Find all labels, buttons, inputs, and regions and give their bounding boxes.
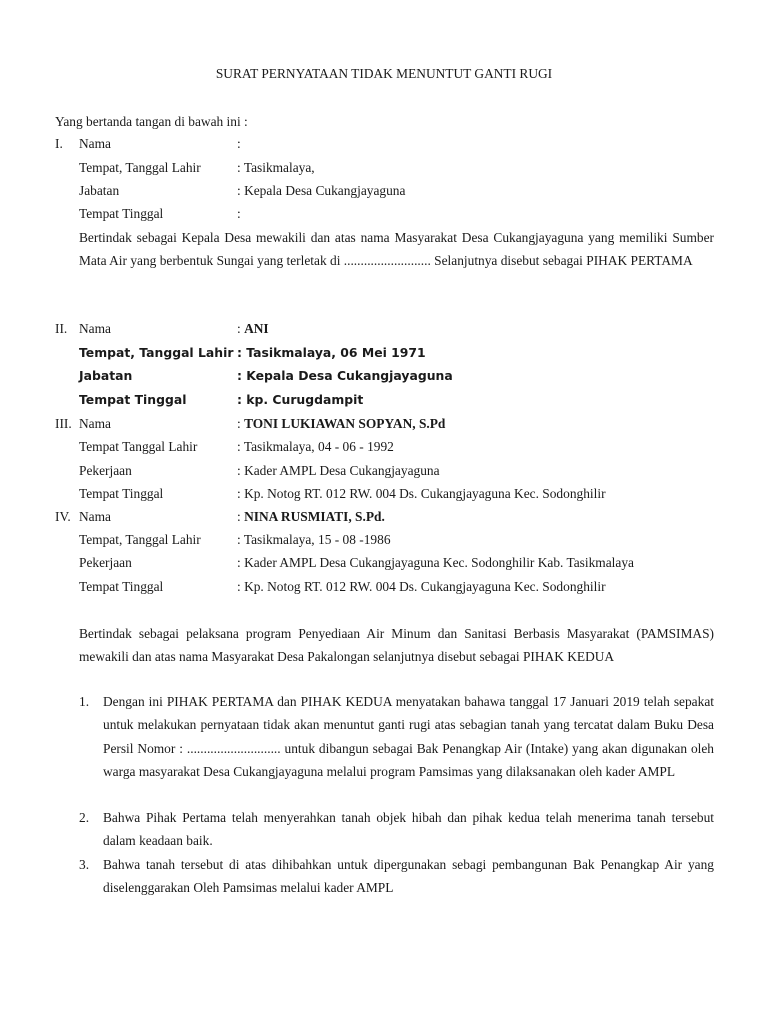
list-item-text: Bahwa tanah tersebut di atas dihibahkan untuk dipergunakan sebagi pembangunan Bak Penangkap Air yang diselenggarakan Oleh Pamsimas melalui kader AMPL <box>103 857 714 896</box>
party3-ttl-value: : Tasikmalaya, 04 - 06 - 1992 <box>237 439 394 454</box>
intro-text: Yang bertanda tangan di bawah ini : <box>55 114 248 129</box>
party1-jabatan-value: : Kepala Desa Cukangjayaguna <box>237 183 406 198</box>
party4-nama-name: NINA RUSMIATI, S.Pd. <box>244 509 385 524</box>
party3-number: III. <box>55 416 72 431</box>
party1-ttl-label: Tempat, Tanggal Lahir <box>79 160 201 175</box>
party3-nama-colon: : <box>237 416 245 431</box>
party1-jabatan-label: Jabatan <box>79 183 120 198</box>
party3-nama-name: TONI LUKIAWAN SOPYAN, S.Pd <box>244 416 446 431</box>
party1-tinggal-label: Tempat Tinggal <box>79 206 164 221</box>
party1-number: I. <box>55 136 63 151</box>
party2-nama-name: ANI <box>244 321 269 336</box>
document-title: SURAT PERNYATAAN TIDAK MENUNTUT GANTI RUGI <box>215 66 553 81</box>
party2-nama-colon: : <box>237 321 245 336</box>
party2-jabatan-label: Jabatan <box>79 368 133 383</box>
party4-number: IV. <box>55 509 71 524</box>
party4-ttl-label: Tempat, Tanggal Lahir <box>79 532 201 547</box>
party3-nama-value <box>237 414 445 434</box>
party4-pekerjaan-label: Pekerjaan <box>79 555 132 570</box>
party4-tinggal-label: Tempat Tinggal <box>79 579 164 594</box>
party1-statement: Bertindak sebagai Kepala Desa mewakili dan atas nama Masyarakat Desa Cukangjayaguna yang memiliki Sumber Mata Air yang berbentuk Sungai yang terletak di .......................... Selanjutnya disebut sebagai PIHAK PERTAMA <box>79 230 714 269</box>
list-item-text: Bahwa Pihak Pertama telah menyerahkan tanah objek hibah dan pihak kedua telah menerima tanah tersebut dalam keadaan baik. <box>103 810 714 849</box>
party4-pekerjaan-value: : Kader AMPL Desa Cukangjayaguna Kec. Sodonghilir Kab. Tasikmalaya <box>237 555 634 570</box>
party4-nama-colon: : <box>237 509 245 524</box>
party2-ttl-value: : Tasikmalaya, 06 Mei 1971 <box>237 345 426 360</box>
party1-ttl-value: : Tasikmalaya, <box>237 160 315 175</box>
party3-pekerjaan-value: : Kader AMPL Desa Cukangjayaguna <box>237 463 440 478</box>
party4-tinggal-value: : Kp. Notog RT. 012 RW. 004 Ds. Cukangjayaguna Kec. Sodonghilir <box>237 579 606 594</box>
party2-tinggal-value: : kp. Curugdampit <box>237 392 364 407</box>
party4-nama-label: Nama <box>79 509 111 524</box>
party3-nama-label: Nama <box>79 416 111 431</box>
party2-ttl-label: Tempat, Tanggal Lahir <box>79 345 234 360</box>
party2-nama-value <box>237 319 269 339</box>
party1-nama-label: Nama <box>79 136 111 151</box>
party3-tinggal-value: : Kp. Notog RT. 012 RW. 004 Ds. Cukangjayaguna Kec. Sodonghilir <box>237 486 606 501</box>
party3-ttl-label: Tempat Tanggal Lahir <box>79 439 198 454</box>
party2-jabatan-value: : Kepala Desa Cukangjayaguna <box>237 368 453 383</box>
party3-tinggal-label: Tempat Tinggal <box>79 486 164 501</box>
party4-ttl-value: : Tasikmalaya, 15 - 08 -1986 <box>237 532 391 547</box>
party4-nama-value <box>237 507 385 527</box>
list-item-number: 2. <box>79 810 90 825</box>
list-item-text: Dengan ini PIHAK PERTAMA dan PIHAK KEDUA menyatakan bahawa tanggal 17 Januari 2019 telah sepakat untuk melakukan pernyataan tidak akan menuntut ganti rugi atas sebagian tanah yang tercatat dalam Buku Desa Persil Nomor : ............................ untuk dibangun sebagai Bak Penangkap Air (Intake) yang akan digunakan oleh warga masyarakat Desa Cukangjayaguna melalui program Pamsimas yang dilaksanakan oleh kader AMPL <box>103 694 714 779</box>
party2-statement: Bertindak sebagai pelaksana program Penyediaan Air Minum dan Sanitasi Berbasis Masyarakat (PAMSIMAS) mewakili dan atas nama Masyarakat Desa Pakalongan selanjutnya disebut sebagai PIHAK KEDUA <box>79 626 714 665</box>
party1-tinggal-value: : <box>237 206 241 221</box>
party3-pekerjaan-label: Pekerjaan <box>79 463 132 478</box>
party2-number: II. <box>55 321 68 336</box>
list-item-number: 1. <box>79 694 90 709</box>
party1-nama-value: : <box>237 136 241 151</box>
party2-nama-label: Nama <box>79 321 111 336</box>
party2-tinggal-label: Tempat Tinggal <box>79 392 187 407</box>
list-item-number: 3. <box>79 857 90 872</box>
